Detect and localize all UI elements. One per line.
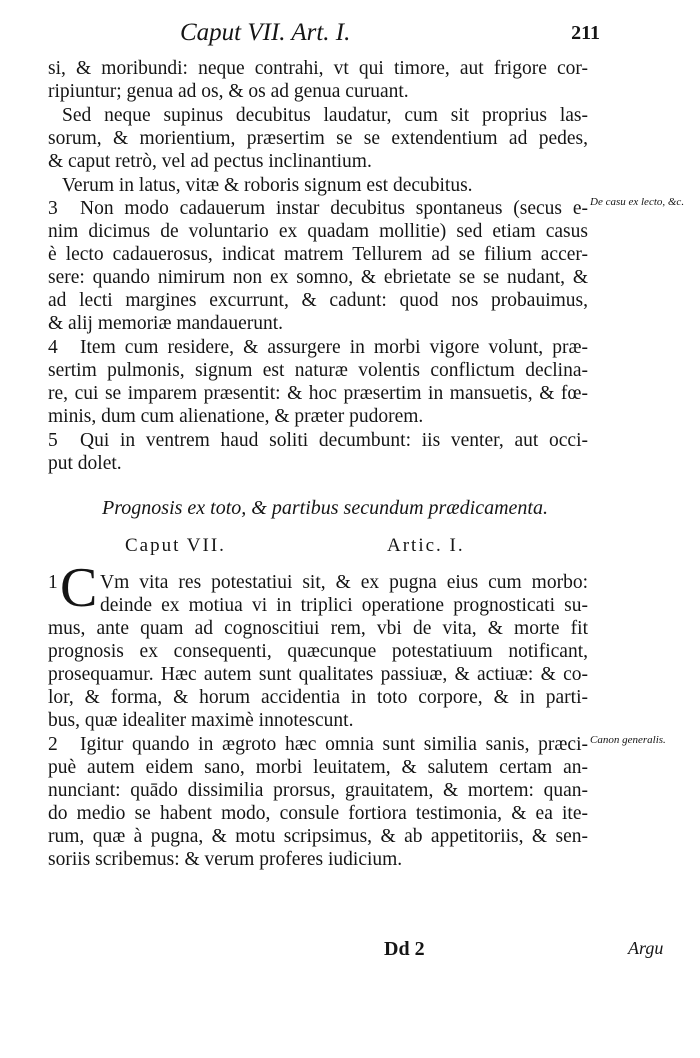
page-number: 211 bbox=[571, 22, 600, 44]
text-line: Sed neque supinus decubitus laudatur, cum sit proprius las- bbox=[62, 105, 588, 126]
paragraph-number: 1 bbox=[48, 572, 58, 593]
text-line: & alij memoriæ mandauerunt. bbox=[48, 313, 284, 334]
text-line: nunciant: quādo dissimilia prorsus, grauitatem, & mortem: quan- bbox=[48, 780, 588, 801]
text-line: bus, quæ idealiter maximè innotescunt. bbox=[48, 710, 354, 731]
drop-cap: C bbox=[60, 557, 98, 619]
text-line: re, cui se imparem præsentit: & hoc præsertim in mansuetis, & fœ- bbox=[48, 383, 588, 404]
catchword: Argu bbox=[628, 938, 664, 958]
text-line: prosequamur. Hæc autem sunt qualitates passiuæ, & actiuæ: & co- bbox=[48, 664, 588, 685]
text-line: Verum in latus, vitæ & roboris signum est decubitus. bbox=[62, 175, 473, 196]
text-line: si, & moribundi: neque contrahi, vt qui timore, aut frigore cor- bbox=[48, 58, 588, 79]
article-label: Artic. I. bbox=[387, 535, 465, 556]
text-line: Vm vita res potestatiui sit, & ex pugna eius cum morbo: bbox=[100, 572, 588, 593]
text-line: Item cum residere, & assurgere in morbi vigore volunt, præ- bbox=[80, 337, 588, 358]
text-line: prognosis ex consequenti, quæcunque potestatiuum notificant, bbox=[48, 641, 588, 662]
paragraph-number: 2 bbox=[48, 734, 58, 755]
text-line: put dolet. bbox=[48, 453, 122, 474]
text-line: lor, & forma, & horum accidentia in toto corpore, & in parti- bbox=[48, 687, 588, 708]
text-line: ad lecti margines excurrunt, & cadunt: quod nos probauimus, bbox=[48, 290, 588, 311]
page-footer bbox=[0, 938, 700, 968]
margin-note: De casu ex lecto, &c. bbox=[590, 196, 685, 208]
section-title: Prognosis ex toto, & partibus secundum prædicamenta. bbox=[102, 497, 548, 519]
text-line: do medio se habent modo, consule fortiora testimonia, & ea ite- bbox=[48, 803, 588, 824]
chapter-label: Caput VII. bbox=[125, 535, 226, 556]
text-line: sorum, & morientium, præsertim se se extendentium ad pedes, bbox=[48, 128, 588, 149]
margin-note: Canon generalis. bbox=[590, 734, 666, 746]
paragraph-number: 5 bbox=[48, 430, 58, 451]
signature-mark: Dd 2 bbox=[384, 938, 425, 960]
text-line: mus, ante quam ad cognoscitiui rem, vbi de vita, & morte fit bbox=[48, 618, 588, 639]
text-line: Qui in ventrem haud soliti decumbunt: iis venter, aut occi- bbox=[80, 430, 588, 451]
text-line: sere: quando nimirum non ex somno, & ebrietate se se nudant, & bbox=[48, 267, 588, 288]
text-line: Non modo cadauerum instar decubitus spontaneus (secus e- bbox=[80, 198, 588, 219]
text-line: sertim pulmonis, signum est naturæ volentis conflictum declina- bbox=[48, 360, 588, 381]
text-line: soriis scribemus: & verum proferes iudicium. bbox=[48, 849, 403, 870]
text-line: è lecto cadauerosus, indicat matrem Tellurem ad se filium accer- bbox=[48, 244, 588, 265]
paragraph-number: 3 bbox=[48, 198, 58, 219]
text-line: rum, quæ à pugna, & motu scripsimus, & ab appetitoriis, & sen- bbox=[48, 826, 588, 847]
text-line: minis, dum cum alienatione, & præter pudorem. bbox=[48, 406, 424, 427]
text-line: ripiuntur; genua ad os, & os ad genua curuant. bbox=[48, 81, 409, 102]
text-line: deinde ex motiua vi in triplici operatione prognosticati su- bbox=[100, 595, 588, 616]
text-line: puè autem eidem sano, morbi leuitatem, & salutem certam an- bbox=[48, 757, 588, 778]
text-line: Igitur quando in ægroto hæc omnia sunt similia sanis, præci- bbox=[80, 734, 588, 755]
text-line: & caput retrò, vel ad pectus inclinantium. bbox=[48, 151, 372, 172]
running-title: Caput VII. Art. I. bbox=[180, 19, 351, 46]
paragraph-number: 4 bbox=[48, 337, 58, 358]
text-line: nim dicimus de voluntario ex quadam mollitie) sed etiam casus bbox=[48, 221, 588, 242]
